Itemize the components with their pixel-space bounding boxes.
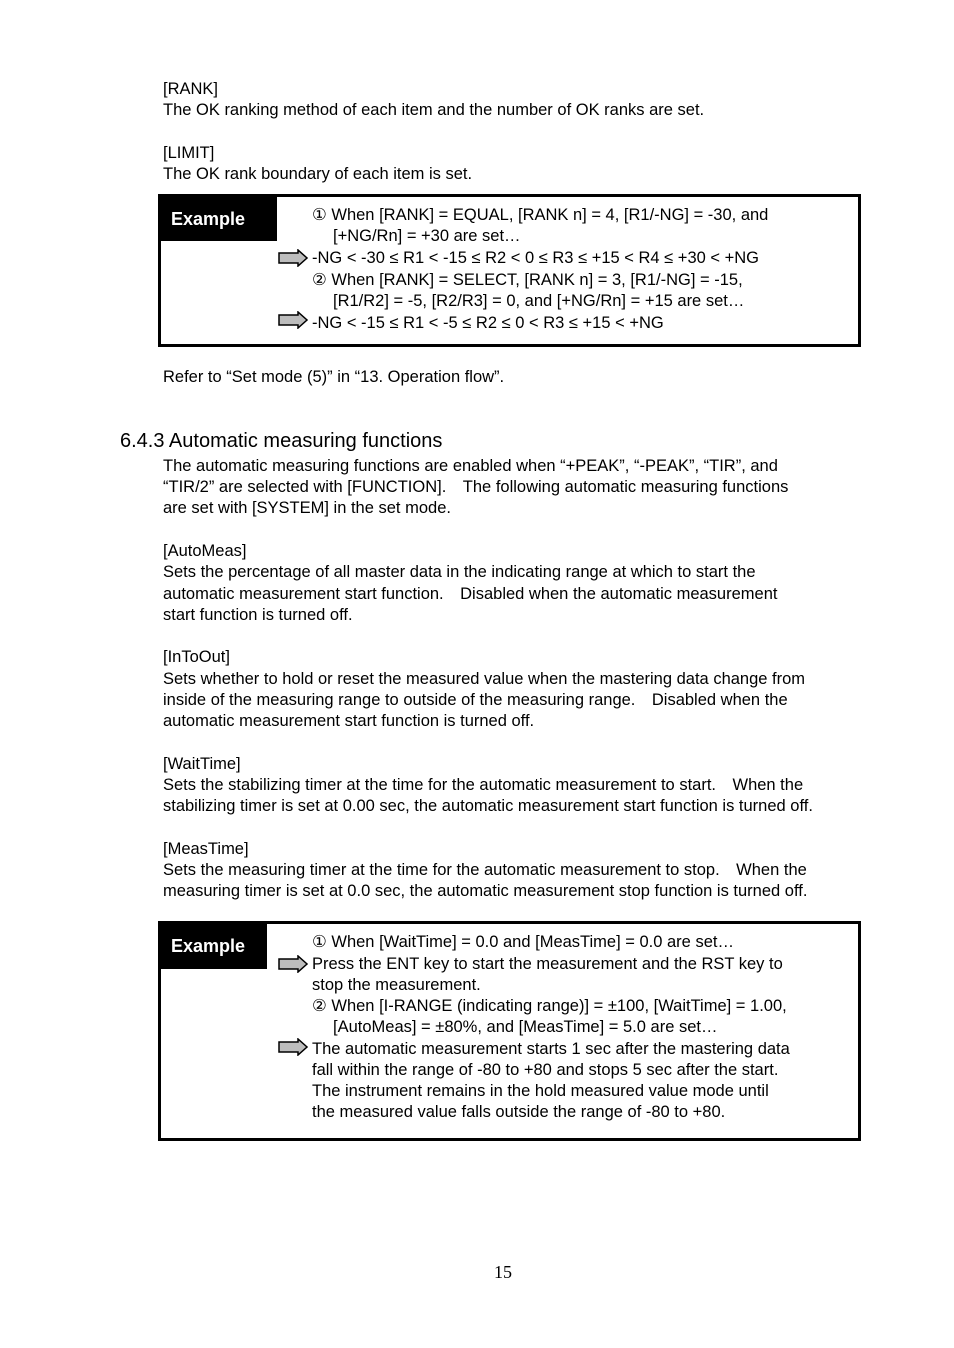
waittime-line: stabilizing timer is set at 0.00 sec, the automatic measurement start function is turned off.: [163, 797, 813, 815]
arrow-right-icon: [278, 955, 308, 973]
meastime-line: measuring timer is set at 0.0 sec, the automatic measurement stop function is turned off.: [163, 882, 808, 900]
section-intro-line: “TIR/2” are selected with [FUNCTION]. The following automatic measuring functions: [163, 478, 789, 496]
example-line: fall within the range of -80 to +80 and stops 5 sec after the start.: [312, 1061, 779, 1079]
page-number: 15: [494, 1262, 512, 1282]
waittime-line: Sets the stabilizing timer at the time for the automatic measurement to start. When the: [163, 776, 804, 794]
arrow-right-icon: [278, 311, 308, 329]
example-line: ② When [RANK] = SELECT, [RANK n] = 3, [R1/-NG] = -15,: [312, 271, 743, 289]
intoout-line: inside of the measuring range to outside of the measuring range. Disabled when the: [163, 691, 788, 709]
meastime-line: Sets the measuring timer at the time for the automatic measurement to stop. When the: [163, 861, 807, 879]
example-line: ① When [RANK] = EQUAL, [RANK n] = 4, [R1/-NG] = -30, and: [312, 206, 769, 224]
intoout-line: automatic measurement start function is turned off.: [163, 712, 535, 730]
intoout-title: [InToOut]: [163, 648, 230, 666]
automeas-line: start function is turned off.: [163, 606, 353, 624]
automeas-line: automatic measurement start function. Disabled when the automatic measurement: [163, 585, 778, 603]
section-heading: 6.4.3 Automatic measuring functions: [120, 430, 443, 452]
example-line: [+NG/Rn] = +30 are set…: [333, 227, 521, 245]
section-intro-line: are set with [SYSTEM] in the set mode.: [163, 499, 451, 517]
example-label: Example: [161, 197, 277, 241]
example-line: [AutoMeas] = ±80%, and [MeasTime] = 5.0 are set…: [333, 1018, 718, 1036]
example-line: the measured value falls outside the range of -80 to +80.: [312, 1103, 726, 1121]
rank-title: [RANK]: [163, 80, 219, 98]
rank-description: The OK ranking method of each item and the number of OK ranks are set.: [163, 101, 705, 119]
example-box-auto: [158, 921, 861, 1141]
waittime-title: [WaitTime]: [163, 755, 241, 773]
example-line: Press the ENT key to start the measurement and the RST key to: [312, 955, 783, 973]
section-intro-line: The automatic measuring functions are enabled when “+PEAK”, “-PEAK”, “TIR”, and: [163, 457, 778, 475]
automeas-line: Sets the percentage of all master data in the indicating range at which to start the: [163, 563, 756, 581]
example-line: stop the measurement.: [312, 976, 481, 994]
example-line: [R1/R2] = -5, [R2/R3] = 0, and [+NG/Rn] = +15 are set…: [333, 292, 745, 310]
example-line: ② When [I-RANGE (indicating range)] = ±100, [WaitTime] = 1.00,: [312, 997, 787, 1015]
refer-text: Refer to “Set mode (5)” in “13. Operation flow”.: [163, 368, 505, 386]
example-box-rank: [158, 194, 861, 347]
example-label: Example: [161, 924, 267, 969]
example-line: The instrument remains in the hold measured value mode until: [312, 1082, 769, 1100]
automeas-title: [AutoMeas]: [163, 542, 247, 560]
example-line: ① When [WaitTime] = 0.0 and [MeasTime] = 0.0 are set…: [312, 933, 734, 951]
example-result: -NG < -30 ≤ R1 < -15 ≤ R2 < 0 ≤ R3 ≤ +15 < R4 ≤ +30 < +NG: [312, 249, 759, 267]
meastime-title: [MeasTime]: [163, 840, 249, 858]
example-result: -NG < -15 ≤ R1 < -5 ≤ R2 ≤ 0 < R3 ≤ +15 < +NG: [312, 314, 664, 332]
intoout-line: Sets whether to hold or reset the measured value when the mastering data change from: [163, 670, 806, 688]
limit-description: The OK rank boundary of each item is set.: [163, 165, 473, 183]
arrow-right-icon: [278, 1038, 308, 1056]
limit-title: [LIMIT]: [163, 144, 215, 162]
example-line: The automatic measurement starts 1 sec after the mastering data: [312, 1040, 790, 1058]
arrow-right-icon: [278, 249, 308, 267]
